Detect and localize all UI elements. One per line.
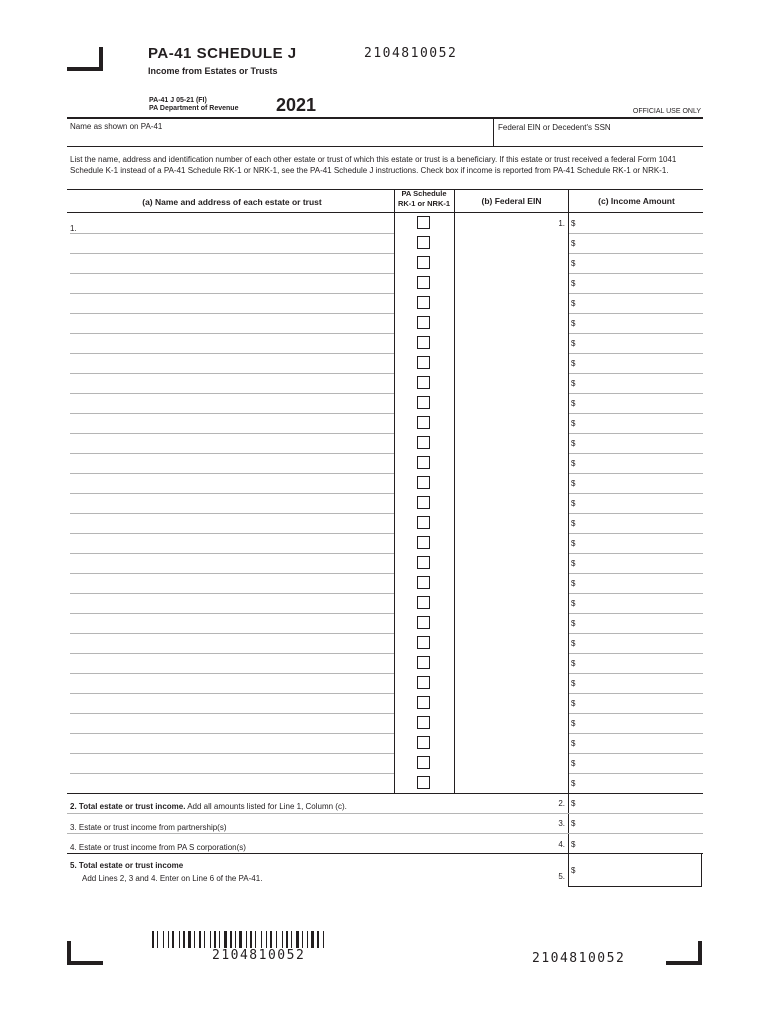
- income-amount-field[interactable]: $: [571, 519, 576, 528]
- barcode-bar: [233, 931, 234, 948]
- barcode-bar: [239, 931, 242, 948]
- barcode-bar: [192, 931, 193, 948]
- barcode-bar: [304, 931, 306, 948]
- column-rk1-header: [394, 189, 454, 209]
- barcode-bar: [300, 931, 301, 948]
- line-2-label: [70, 802, 347, 811]
- barcode-bar: [170, 931, 171, 948]
- scan-code-bottom-right: 2104810052: [532, 951, 626, 966]
- name-address-row-line: [70, 693, 394, 694]
- income-amount-field[interactable]: $: [571, 259, 576, 268]
- income-row-line: [569, 653, 703, 654]
- name-address-row-line: [70, 513, 394, 514]
- income-row-line: [569, 453, 703, 454]
- rk1-checkbox[interactable]: [417, 676, 430, 689]
- name-address-row-line: [70, 253, 394, 254]
- income-row-line: [569, 633, 703, 634]
- barcode-bar: [255, 931, 256, 948]
- name-address-row-line: [70, 453, 394, 454]
- instructions-text: List the name, address and identification number of each other estate or trust of which this estate or trust is a beneficiary. If this estate or trust received a federal Form 1041 Schedule K-1 instead of a PA-41 Schedule RK-1 or NRK-1, see the PA-41 Schedule J instructions. Check box if income is reported from PA-41 Schedule RK-1 or NRK-1.: [70, 155, 677, 175]
- income-row-line: [569, 713, 703, 714]
- line-2-number: 2.: [558, 799, 565, 808]
- barcode-bar: [235, 931, 236, 948]
- rk1-checkbox[interactable]: [417, 716, 430, 729]
- rk1-checkbox[interactable]: [417, 336, 430, 349]
- ein-field[interactable]: [498, 123, 611, 132]
- barcode-bar: [250, 931, 252, 948]
- income-row-line: [569, 273, 703, 274]
- barcode-bar: [248, 931, 249, 948]
- income-amount-field[interactable]: $: [571, 479, 576, 488]
- barcode-bar: [243, 931, 245, 948]
- income-row-line: [569, 333, 703, 334]
- income-amount-field[interactable]: $: [571, 399, 576, 408]
- barcode-bar: [210, 931, 211, 948]
- income-row-line: [569, 553, 703, 554]
- rk1-checkbox[interactable]: [417, 576, 430, 589]
- barcode-bar: [263, 931, 265, 948]
- line-4-number: 4.: [558, 840, 565, 849]
- barcode-bar: [257, 931, 260, 948]
- name-address-row-line: [70, 713, 394, 714]
- barcode-bar: [317, 931, 319, 948]
- scan-code-top: 2104810052: [364, 46, 458, 61]
- barcode-bar: [165, 931, 167, 948]
- name-address-row-line: [70, 553, 394, 554]
- line-5-box-right: [701, 853, 702, 886]
- rk1-checkbox[interactable]: [417, 416, 430, 429]
- barcode-bar: [199, 931, 201, 948]
- header-rule: [67, 117, 703, 119]
- barcode-bar: [278, 931, 281, 948]
- income-amount-field[interactable]: $: [571, 699, 576, 708]
- barcode-bar: [175, 931, 178, 948]
- barcode-bar: [230, 931, 232, 948]
- income-row-line: [569, 373, 703, 374]
- rk1-checkbox[interactable]: [417, 496, 430, 509]
- line-5-box-bottom: [568, 886, 702, 887]
- income-row-line: [569, 353, 703, 354]
- barcode-bar: [307, 931, 308, 948]
- divider-a-rk1: [394, 189, 395, 793]
- name-address-row-line: [70, 473, 394, 474]
- line-4-rule: [67, 853, 703, 854]
- name-ein-divider: [493, 118, 494, 146]
- barcode-bar: [261, 931, 262, 948]
- rk1-checkbox[interactable]: [417, 436, 430, 449]
- rk1-checkbox[interactable]: [417, 696, 430, 709]
- income-row-line: [569, 393, 703, 394]
- rk1-checkbox[interactable]: [417, 216, 430, 229]
- barcode-bar: [224, 931, 227, 948]
- income-amount-field[interactable]: $: [571, 459, 576, 468]
- income-row-line: [569, 413, 703, 414]
- income-amount-field[interactable]: $: [571, 299, 576, 308]
- column-rk1-header-line1: PA Schedule: [401, 189, 447, 198]
- barcode-bar: [157, 931, 158, 948]
- income-amount-field[interactable]: $: [571, 539, 576, 548]
- income-row-line: [569, 773, 703, 774]
- name-address-row-line: [70, 373, 394, 374]
- income-amount-field[interactable]: $: [571, 379, 576, 388]
- barcode-bar: [214, 931, 216, 948]
- barcode-bar: [270, 931, 272, 948]
- line-5-number: 5.: [558, 872, 565, 881]
- rk1-checkbox[interactable]: [417, 596, 430, 609]
- rk1-checkbox[interactable]: [417, 556, 430, 569]
- name-address-row-line: [70, 673, 394, 674]
- name-address-row-line: [70, 613, 394, 614]
- scan-code-bottom-left: 2104810052: [212, 948, 306, 963]
- income-amount-field[interactable]: $: [571, 679, 576, 688]
- name-address-row-line: [70, 653, 394, 654]
- rk1-checkbox[interactable]: [417, 536, 430, 549]
- income-amount-field[interactable]: $: [571, 219, 576, 228]
- rk1-checkbox[interactable]: [417, 456, 430, 469]
- name-field[interactable]: [70, 122, 162, 131]
- tax-year: 2021: [276, 95, 317, 115]
- ein-field-label: Federal EIN or Decedent's SSN: [498, 123, 611, 132]
- line-4-amount[interactable]: $: [571, 840, 576, 849]
- rk1-checkbox[interactable]: [417, 736, 430, 749]
- column-c-header: (c) Income Amount: [598, 196, 675, 206]
- line-2-label-rest: Add all amounts listed for Line 1, Column (c).: [185, 802, 347, 811]
- name-address-row-line: [70, 633, 394, 634]
- form-title: PA-41 SCHEDULE J: [148, 45, 297, 62]
- name-address-row-line: [70, 333, 394, 334]
- barcode-bar: [228, 931, 229, 948]
- rk1-checkbox[interactable]: [417, 356, 430, 369]
- rk1-checkbox[interactable]: [417, 236, 430, 249]
- barcode-bar: [186, 931, 187, 948]
- income-row-line: [569, 513, 703, 514]
- income-amount-field[interactable]: $: [571, 419, 576, 428]
- name-address-row-line: [70, 293, 394, 294]
- income-row-line: [569, 293, 703, 294]
- barcode-bar: [168, 931, 169, 948]
- barcode-bar: [276, 931, 277, 948]
- name-address-row-line: [70, 733, 394, 734]
- line-3-number: 3.: [558, 819, 565, 828]
- barcode-bar: [296, 931, 299, 948]
- rk1-checkbox[interactable]: [417, 656, 430, 669]
- table-top-rule: [67, 189, 703, 190]
- line-2-label-bold: 2. Total estate or trust income.: [70, 802, 186, 811]
- registration-mark-bottom-right: [666, 941, 702, 965]
- income-amount-field[interactable]: $: [571, 359, 576, 368]
- income-row-line: [569, 573, 703, 574]
- rk1-checkbox[interactable]: [417, 776, 430, 789]
- barcode-bar: [311, 931, 314, 948]
- barcode-bar: [325, 931, 326, 948]
- rk1-checkbox[interactable]: [417, 256, 430, 269]
- income-row-line: [569, 753, 703, 754]
- income-amount-field[interactable]: $: [571, 759, 576, 768]
- income-amount-field[interactable]: $: [571, 279, 576, 288]
- income-amount-field[interactable]: $: [571, 339, 576, 348]
- barcode-bar: [217, 931, 218, 948]
- official-use-label: OFFICIAL USE ONLY: [632, 108, 701, 115]
- barcode-bar: [237, 931, 238, 948]
- income-amount-field[interactable]: $: [571, 739, 576, 748]
- income-row-line: [569, 613, 703, 614]
- income-row-line: [569, 233, 703, 234]
- line-5-label: [70, 861, 183, 870]
- income-amount-field[interactable]: $: [571, 639, 576, 648]
- barcode-bar: [253, 931, 254, 948]
- barcode-bar: [302, 931, 303, 948]
- name-address-row-line: [70, 393, 394, 394]
- barcode-bar: [246, 931, 247, 948]
- table-bottom-rule: [67, 793, 703, 794]
- line-3-label: 3. Estate or trust income from partnership(s): [70, 823, 227, 832]
- form-id-line2: PA Department of Revenue: [149, 105, 239, 112]
- rk1-checkbox[interactable]: [417, 296, 430, 309]
- rk1-checkbox[interactable]: [417, 756, 430, 769]
- barcode-bar: [206, 931, 209, 948]
- rk1-checkbox[interactable]: [417, 396, 430, 409]
- income-amount-field[interactable]: $: [571, 319, 576, 328]
- income-amount-field[interactable]: $: [571, 719, 576, 728]
- name-address-row-line: [70, 413, 394, 414]
- line-1-number: 1.: [558, 219, 565, 228]
- line-2-rule: [67, 813, 703, 814]
- divider-rk1-b: [454, 189, 455, 793]
- barcode-bar: [163, 931, 164, 948]
- income-row-line: [569, 473, 703, 474]
- barcode-bar: [320, 931, 322, 948]
- barcode-bar: [188, 931, 191, 948]
- barcode-bar: [268, 931, 269, 948]
- income-amount-field[interactable]: $: [571, 499, 576, 508]
- barcode-bar: [172, 931, 174, 948]
- name-box-bottom: [67, 146, 703, 147]
- name-address-row-line: [70, 593, 394, 594]
- rk1-checkbox[interactable]: [417, 516, 430, 529]
- line-5-instruction: Add Lines 2, 3 and 4. Enter on Line 6 of the PA-41.: [82, 874, 263, 883]
- income-row-line: [569, 313, 703, 314]
- registration-mark-top: [67, 47, 103, 71]
- barcode-bar: [204, 931, 205, 948]
- line-2-amount[interactable]: $: [571, 799, 576, 808]
- line-5-label-bold: 5. Total estate or trust income: [70, 861, 184, 870]
- column-a-header: (a) Name and address of each estate or trust: [142, 197, 322, 207]
- rk1-checkbox[interactable]: [417, 276, 430, 289]
- name-address-row-line: [70, 533, 394, 534]
- rk1-checkbox[interactable]: [417, 636, 430, 649]
- income-row-line: [569, 433, 703, 434]
- barcode-bar: [309, 931, 310, 948]
- income-row-line: [569, 253, 703, 254]
- income-amount-field[interactable]: $: [571, 659, 576, 668]
- registration-mark-bottom-left: [67, 941, 103, 965]
- name-field-label: Name as shown on PA-41: [70, 122, 163, 131]
- column-rk1-header-line2: RK-1 or NRK-1: [397, 199, 451, 208]
- line-3-rule: [67, 833, 703, 834]
- income-amount-field[interactable]: $: [571, 599, 576, 608]
- income-amount-field[interactable]: $: [571, 239, 576, 248]
- barcode-bar: [179, 931, 180, 948]
- income-amount-field[interactable]: $: [571, 619, 576, 628]
- rk1-checkbox[interactable]: [417, 376, 430, 389]
- line-1-label: 1.: [70, 224, 77, 233]
- table-header-rule: [67, 212, 703, 213]
- barcode-bar: [282, 931, 283, 948]
- barcode-bar: [196, 931, 198, 948]
- income-row-line: [569, 733, 703, 734]
- barcode-bar: [221, 931, 223, 948]
- income-amount-field[interactable]: $: [571, 579, 576, 588]
- barcode-bar: [284, 931, 285, 948]
- name-address-row-line: [70, 753, 394, 754]
- income-row-line: [569, 593, 703, 594]
- name-address-row-line: [70, 313, 394, 314]
- income-row-line: [569, 493, 703, 494]
- barcode-bar: [315, 931, 316, 948]
- line-3-amount[interactable]: $: [571, 819, 576, 828]
- barcode-bar: [266, 931, 267, 948]
- barcode-bar: [155, 931, 156, 948]
- line-4-label: 4. Estate or trust income from PA S corporation(s): [70, 843, 246, 852]
- name-address-row-line: [70, 573, 394, 574]
- line-5-amount[interactable]: $: [571, 866, 576, 875]
- barcode-bar: [181, 931, 182, 948]
- name-address-row-line: [70, 273, 394, 274]
- income-amount-field[interactable]: $: [571, 559, 576, 568]
- name-address-row-line: [70, 493, 394, 494]
- barcode-bar: [159, 931, 162, 948]
- barcode-bar: [289, 931, 290, 948]
- barcode-bar: [212, 931, 213, 948]
- barcode-bar: [273, 931, 275, 948]
- income-amount-field[interactable]: $: [571, 439, 576, 448]
- barcode-bar: [183, 931, 185, 948]
- rk1-checkbox[interactable]: [417, 616, 430, 629]
- form-subtitle: Income from Estates or Trusts: [148, 66, 278, 76]
- form-id-line1: PA-41 J 05-21 (FI): [149, 97, 207, 104]
- name-address-row-line: [70, 353, 394, 354]
- column-b-header: (b) Federal EIN: [481, 196, 542, 206]
- income-row-line: [569, 673, 703, 674]
- name-address-row-line: [70, 433, 394, 434]
- rk1-checkbox[interactable]: [417, 316, 430, 329]
- name-address-row-line: [70, 233, 394, 234]
- barcode-bar: [323, 931, 324, 948]
- income-row-line: [569, 533, 703, 534]
- income-row-line: [569, 693, 703, 694]
- form-id: [149, 97, 238, 113]
- income-amount-field[interactable]: $: [571, 779, 576, 788]
- name-address-row-line: [70, 773, 394, 774]
- barcode-bar: [293, 931, 295, 948]
- barcode: [152, 931, 364, 948]
- barcode-bar: [152, 931, 154, 948]
- barcode-bar: [291, 931, 292, 948]
- barcode-bar: [194, 931, 195, 948]
- rk1-checkbox[interactable]: [417, 476, 430, 489]
- barcode-bar: [202, 931, 203, 948]
- barcode-bar: [219, 931, 220, 948]
- barcode-bar: [286, 931, 288, 948]
